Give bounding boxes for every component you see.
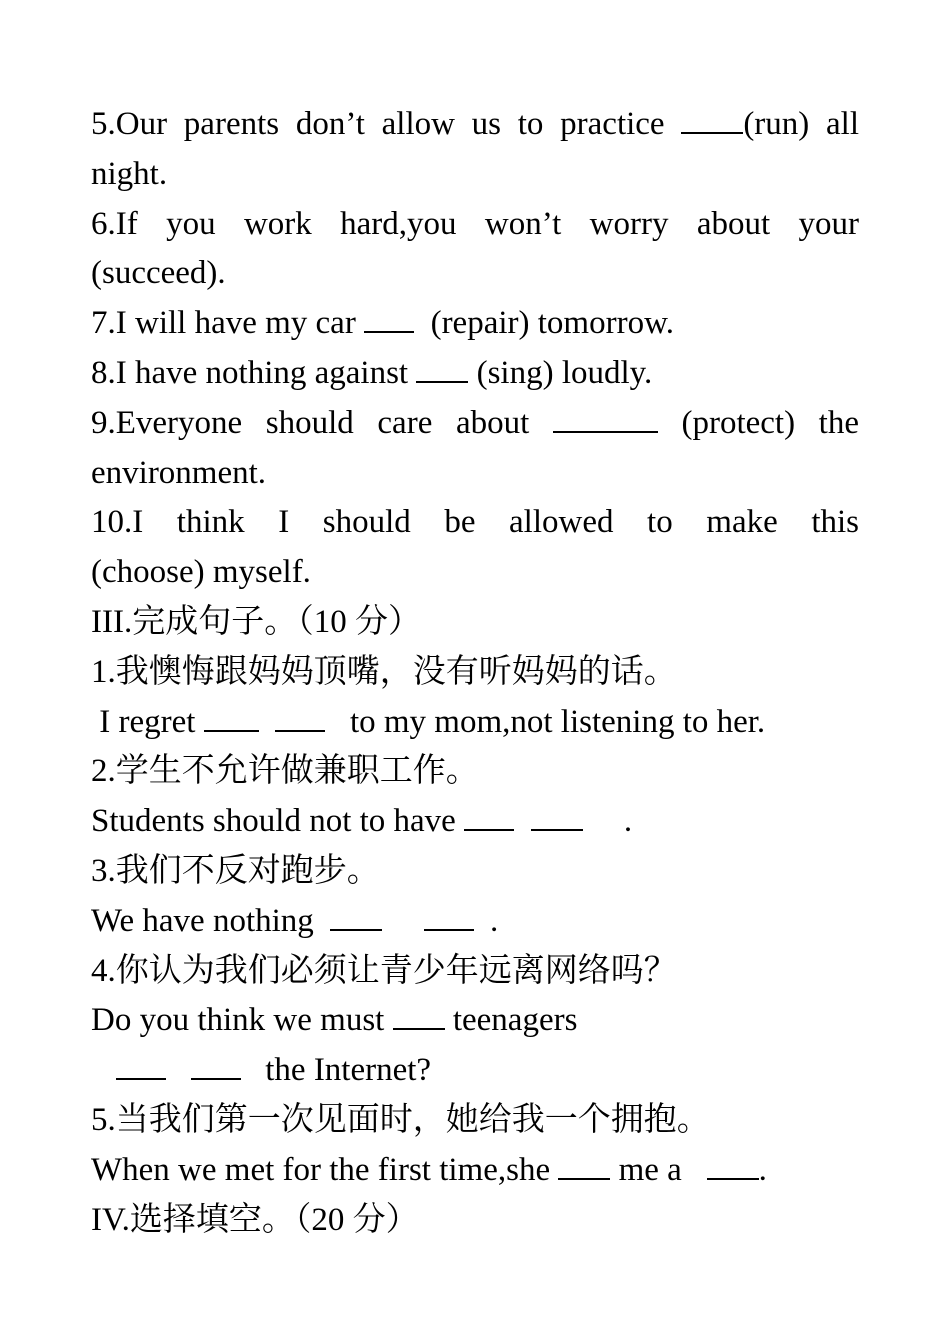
answer-blank	[116, 1052, 166, 1080]
translation-3-answer	[91, 897, 859, 947]
answer-blank	[707, 1152, 759, 1180]
answer-blank	[393, 1002, 445, 1030]
translation-5-answer	[91, 1146, 859, 1196]
answer-blank	[364, 305, 414, 333]
translation-2-text: Students should not to have	[91, 803, 465, 840]
spacer	[91, 1052, 116, 1088]
translation-4-prompt: 4.你认为我们必须让青少年远离网络吗？	[91, 952, 677, 989]
translation-1-answer	[91, 698, 859, 748]
translation-3-text: We have nothing	[91, 902, 331, 939]
translation-4-answer	[91, 996, 859, 1046]
section-4-title: IV.选择填空。（20 分）	[91, 1201, 419, 1238]
worksheet-page	[91, 100, 859, 1245]
spacer	[382, 903, 423, 939]
exercise-8	[91, 349, 859, 399]
translation-5-tail: .	[758, 1151, 767, 1188]
answer-blank	[531, 803, 583, 831]
exercise-6-continued: (succeed).	[91, 255, 226, 292]
spacer	[259, 704, 276, 740]
answer-blank	[204, 704, 259, 732]
exercise-5-hint: (run) all	[743, 106, 859, 142]
exercise-6: 6.If you work hard,you won’t worry about your	[91, 205, 859, 242]
spacer	[166, 1052, 191, 1088]
translation-1-text: I regret	[91, 703, 204, 740]
translation-4-text: Do you think we must	[91, 1002, 393, 1039]
answer-blank	[275, 704, 325, 732]
answer-blank	[464, 803, 514, 831]
exercise-5-continued: night.	[91, 155, 168, 192]
translation-4-tail: teenagers	[444, 1002, 578, 1039]
translation-5-text: When we met for the first time,she	[91, 1151, 559, 1188]
exercise-7-hint: (repair) tomorrow.	[414, 305, 675, 342]
answer-blank	[416, 355, 468, 383]
answer-blank	[424, 903, 474, 931]
translation-5-prompt: 5.当我们第一次见面时，她给我一个拥抱。	[91, 1101, 710, 1138]
exercise-8-text: 8.I have nothing against	[91, 354, 417, 391]
translation-2-answer	[91, 797, 859, 847]
translation-1-tail: to my mom,not listening to her.	[325, 703, 766, 740]
translation-3-tail: .	[473, 902, 499, 939]
translation-5-mid: me a	[610, 1151, 707, 1188]
translation-4-answer-continued	[91, 1046, 859, 1096]
exercise-5	[91, 100, 859, 150]
exercise-8-hint: (sing) loudly.	[468, 354, 653, 391]
answer-blank	[681, 106, 743, 134]
exercise-9-text: 9.Everyone should care about	[91, 404, 553, 441]
exercise-10: 10.I think I should be allowed to make this	[91, 504, 859, 541]
translation-1-prompt: 1.我懊悔跟妈妈顶嘴，没有听妈妈的话。	[91, 653, 677, 690]
translation-2-prompt: 2.学生不允许做兼职工作。	[91, 753, 479, 790]
answer-blank	[553, 405, 658, 433]
translation-4-tail-2: the Internet?	[240, 1052, 432, 1089]
exercise-10-continued: (choose) myself.	[91, 554, 311, 591]
exercise-9	[91, 399, 859, 449]
answer-blank	[558, 1152, 610, 1180]
spacer	[514, 803, 531, 839]
answer-blank	[191, 1052, 241, 1080]
section-3-title: III.完成句子。（10 分）	[91, 603, 421, 640]
exercise-5-text: 5.Our parents don’t allow us to practice	[91, 106, 682, 142]
translation-3-prompt: 3.我们不反对跑步。	[91, 852, 380, 889]
exercise-9-hint: (protect) the	[657, 404, 859, 441]
answer-blank	[330, 903, 382, 931]
exercise-7	[91, 299, 859, 349]
exercise-7-text: 7.I will have my car	[91, 305, 365, 342]
exercise-9-continued: environment.	[91, 454, 267, 491]
translation-2-tail: .	[582, 803, 633, 840]
